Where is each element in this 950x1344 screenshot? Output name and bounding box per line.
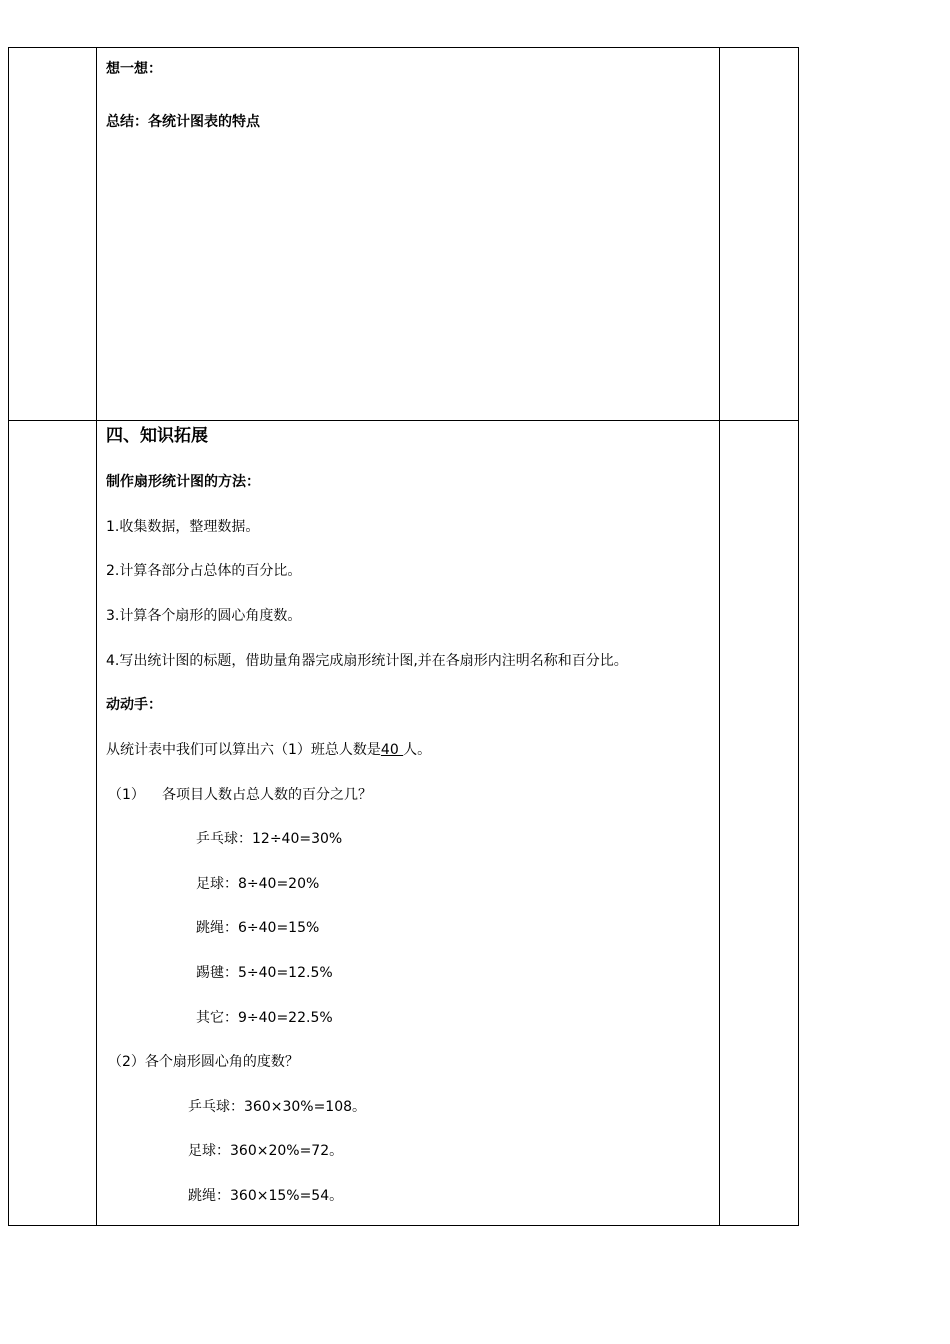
column-divider-left	[96, 47, 97, 1226]
row-divider	[8, 420, 799, 421]
percent-item: 跳绳：6÷40=15%	[196, 920, 320, 936]
step-item: 1.收集数据，整理数据。	[106, 519, 260, 535]
step-item: 3.计算各个扇形的圆心角度数。	[106, 608, 302, 624]
table-border	[8, 47, 799, 1226]
percent-item: 踢毽：5÷40=12.5%	[196, 965, 333, 981]
think-heading: 想一想：	[106, 61, 162, 77]
question-2: （2）各个扇形圆心角的度数？	[108, 1054, 299, 1070]
percent-item: 足球：8÷40=20%	[196, 876, 320, 892]
section-title: 四、知识拓展	[106, 426, 208, 446]
angle-item: 乒乓球：360×30%=108。	[188, 1099, 367, 1115]
total-line	[106, 741, 431, 759]
percent-item: 其它：9÷40=22.5%	[196, 1010, 333, 1026]
step-item: 2.计算各部分占总体的百分比。	[106, 563, 302, 579]
column-divider-right	[719, 47, 720, 1226]
practice-heading: 动动手：	[106, 697, 162, 713]
total-suffix: 人。	[403, 742, 432, 758]
method-heading: 制作扇形统计图的方法：	[106, 474, 260, 490]
step-item: 4.写出统计图的标题，借助量角器完成扇形统计图,并在各扇形内注明名称和百分比。	[106, 653, 628, 669]
question-1-number: （1）	[108, 787, 145, 803]
question-1-text: 各项目人数占总人数的百分之几？	[162, 787, 372, 803]
total-value: 40	[380, 742, 404, 758]
total-prefix: 从统计表中我们可以算出六（1）班总人数是	[106, 742, 381, 758]
angle-item: 跳绳：360×15%=54。	[188, 1188, 344, 1204]
angle-item: 足球：360×20%=72。	[188, 1143, 344, 1159]
summary-text: 总结：各统计图表的特点	[106, 114, 260, 130]
percent-item: 乒乓球：12÷40=30%	[196, 831, 343, 847]
